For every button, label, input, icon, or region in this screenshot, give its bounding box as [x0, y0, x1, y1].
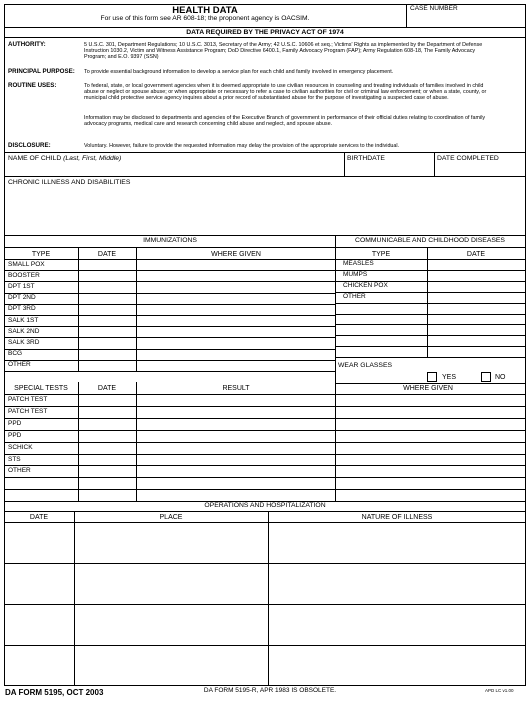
birthdate-field[interactable]: [345, 164, 433, 176]
operation-nature-field[interactable]: [269, 563, 525, 604]
special-test-result-field[interactable]: [137, 477, 334, 489]
special-test-result-field[interactable]: [137, 430, 334, 442]
imm-col-date: DATE: [97, 251, 117, 258]
special-test-result-field[interactable]: [137, 454, 334, 466]
special-test-result-field[interactable]: [137, 465, 334, 477]
special-test-result-field[interactable]: [137, 394, 334, 406]
special-test-result-field[interactable]: [137, 418, 334, 430]
operation-date-field[interactable]: [5, 563, 73, 604]
special-test-date-field[interactable]: [79, 465, 135, 477]
special-test-date-field[interactable]: [79, 442, 135, 454]
special-test-date-field[interactable]: [79, 430, 135, 442]
immunization-where-given-field[interactable]: [137, 360, 334, 371]
immunization-date-field[interactable]: [79, 270, 135, 281]
chronic-illness-label: CHRONIC ILLNESS AND DISABILITIES: [8, 179, 131, 186]
special-test-where-given-field[interactable]: [336, 430, 525, 442]
authority-label: AUTHORITY:: [8, 41, 46, 48]
operation-nature-field[interactable]: [269, 522, 525, 563]
immunization-type: BCG: [8, 350, 23, 358]
st-col-special-tests: SPECIAL TESTS: [14, 385, 68, 392]
immunization-type: OTHER: [8, 361, 31, 369]
special-test-date-field[interactable]: [79, 477, 135, 489]
obsolete-notice: DA FORM 5195-R, APR 1983 IS OBSOLETE.: [203, 687, 337, 694]
immunization-type: DPT 3RD: [8, 305, 36, 313]
wear-glasses-no-checkbox[interactable]: [481, 372, 491, 382]
special-test-where-given-field[interactable]: [336, 418, 525, 430]
form-id: DA FORM 5195, OCT 2003: [5, 688, 104, 697]
cd-col-type: TYPE: [371, 251, 391, 258]
special-test-where-given-field[interactable]: [336, 489, 525, 501]
immunization-where-given-field[interactable]: [137, 315, 334, 326]
disease-date-field[interactable]: [428, 281, 525, 292]
operation-place-field[interactable]: [75, 604, 267, 645]
immunization-date-field[interactable]: [79, 259, 135, 270]
disease-date-field[interactable]: [428, 259, 525, 270]
immunization-date-field[interactable]: [79, 337, 135, 348]
wear-glasses-yes-label: YES: [442, 374, 457, 381]
case-number-label: CASE NUMBER: [410, 5, 458, 12]
operation-date-field[interactable]: [5, 645, 73, 686]
special-test-date-field[interactable]: [79, 406, 135, 418]
immunization-where-given-field[interactable]: [137, 349, 334, 360]
cd-col-date: DATE: [466, 251, 486, 258]
chronic-illness-field[interactable]: [5, 189, 525, 234]
immunization-where-given-field[interactable]: [137, 326, 334, 337]
special-test-date-field[interactable]: [79, 418, 135, 430]
immunization-type: DPT 2ND: [8, 294, 36, 302]
version-label: APD LC v1.00: [485, 688, 514, 693]
communicable-diseases-title: COMMUNICABLE AND CHILDHOOD DISEASES: [355, 237, 505, 244]
form-title: HEALTH DATA: [172, 5, 238, 16]
special-test-result-field[interactable]: [137, 406, 334, 418]
special-test-type: SCHICK: [8, 443, 33, 451]
operation-date-field[interactable]: [5, 604, 73, 645]
routine-uses-text-1: To federal, state, or local government agencies when it is deemed appropriate to use civilian resources in counseling and treating individuals of families involved in child abuse or neglect or spouse abuse; or when appropriate or necessary to refer a case to civilian authorities for civil or criminal law enforcement; or when a state, county, or municipal child protective service agency inquires about a prior record of substantiated abuse for the purpose of investigating a suspected case of abuse.: [84, 82, 487, 102]
disease-date-field[interactable]: [428, 314, 525, 325]
date-completed-label: DATE COMPLETED: [437, 155, 499, 162]
immunization-type: SMALL POX: [8, 260, 45, 268]
operations-title: OPERATIONS AND HOSPITALIZATION: [204, 501, 326, 509]
special-test-result-field[interactable]: [137, 442, 334, 454]
routine-uses-text-2: Information may be disclosed to departments and agencies of the Executive Branch of government in performance of their official duties relating to coordination of family advocacy programs, medical care and research concerning child abuse and neglect, and spouse abuse.: [84, 115, 486, 128]
special-test-where-given-field[interactable]: [336, 406, 525, 418]
immunization-type: SALK 3RD: [8, 338, 40, 346]
st-col-where-given: WHERE GIVEN: [403, 385, 453, 392]
disease-date-field[interactable]: [428, 335, 525, 346]
birthdate-label: BIRTHDATE: [347, 155, 385, 162]
disease-date-field[interactable]: [428, 270, 525, 281]
special-test-date-field[interactable]: [79, 394, 135, 406]
immunization-date-field[interactable]: [79, 360, 135, 371]
immunization-date-field[interactable]: [79, 281, 135, 292]
op-col-place: PLACE: [159, 514, 183, 521]
special-test-date-field[interactable]: [79, 489, 135, 501]
operation-place-field[interactable]: [75, 522, 267, 563]
disease-type: MUMPS: [343, 271, 368, 279]
immunization-type: SALK 1ST: [8, 316, 39, 324]
date-completed-field[interactable]: [435, 164, 525, 176]
immunization-type: SALK 2ND: [8, 327, 40, 335]
immunization-type: BOOSTER: [8, 271, 40, 279]
immunization-date-field[interactable]: [79, 315, 135, 326]
special-test-type: PATCH TEST: [8, 396, 48, 403]
immunization-date-field[interactable]: [79, 326, 135, 337]
immunization-type: DPT 1ST: [8, 282, 35, 290]
disease-type: CHICKEN POX: [343, 282, 388, 290]
disease-date-field[interactable]: [428, 346, 525, 357]
immunizations-title: IMMUNIZATIONS: [143, 237, 197, 244]
special-test-where-given-field[interactable]: [336, 477, 525, 489]
immunization-where-given-field[interactable]: [137, 304, 334, 315]
case-number-field[interactable]: [407, 14, 525, 27]
wear-glasses-no-label: NO: [495, 374, 506, 381]
disease-type: OTHER: [343, 293, 366, 300]
principal-purpose-label: PRINCIPAL PURPOSE:: [8, 68, 75, 75]
immunization-where-given-field[interactable]: [137, 281, 334, 292]
disclosure-label: DISCLOSURE:: [8, 142, 51, 149]
op-col-nature-of-illness: NATURE OF ILLNESS: [361, 514, 433, 521]
form-subtitle: For use of this form see AR 608-18; the proponent agency is OACSIM.: [100, 15, 310, 22]
name-of-child-hint: (Last, First, Middle): [63, 155, 122, 162]
authority-text: 5 U.S.C. 301, Department Regulations; 10 U.S.C. 3013, Secretary of the Army; 42 U.S.C. 10606 et seq.; Victims' Rights as implemented by the Department of Defense Instruction 1030.2, Victim and Witness Assistance Program; DoD Directive 6400.1, Family Advocacy Program (FAP); Army Regulation 608-18, The Family Advocacy Program; and E.O. 9397 (SSN): [84, 41, 483, 61]
privacy-act-title: DATA REQUIRED BY THE PRIVACY ACT OF 1974: [186, 28, 344, 36]
st-col-date: DATE: [97, 385, 117, 392]
special-test-where-given-field[interactable]: [336, 442, 525, 454]
disclosure-text: Voluntary. However, failure to provide the requested information may delay the provision of the appropriate services to the individual.: [84, 142, 400, 149]
special-test-date-field[interactable]: [79, 454, 135, 466]
op-col-date: DATE: [29, 514, 49, 521]
immunization-where-given-field[interactable]: [137, 270, 334, 281]
operation-place-field[interactable]: [75, 563, 267, 604]
special-test-type: PPD: [8, 419, 22, 427]
disease-date-field[interactable]: [428, 324, 525, 335]
immunization-where-given-field[interactable]: [137, 337, 334, 348]
special-test-type: STS: [8, 455, 21, 463]
imm-col-where-given: WHERE GIVEN: [211, 251, 261, 258]
wear-glasses-label: WEAR GLASSES: [338, 362, 393, 369]
special-test-type: PATCH TEST: [8, 407, 48, 415]
operation-nature-field[interactable]: [269, 645, 525, 686]
immunization-date-field[interactable]: [79, 304, 135, 315]
special-test-result-field[interactable]: [137, 489, 334, 501]
special-test-where-given-field[interactable]: [336, 394, 525, 406]
routine-uses-label: ROUTINE USES:: [8, 82, 57, 89]
wear-glasses-yes-checkbox[interactable]: [427, 372, 437, 382]
disease-date-field[interactable]: [428, 303, 525, 314]
disease-type: MEASLES: [343, 260, 374, 268]
name-of-child-field[interactable]: [5, 164, 343, 176]
name-of-child-label: NAME OF CHILD (Last, First, Middle): [8, 155, 122, 162]
principal-purpose-text: To provide essential background information to develop a service plan for each child and family involved in emergency placement.: [84, 68, 394, 75]
immunization-date-field[interactable]: [79, 293, 135, 304]
operation-place-field[interactable]: [75, 645, 267, 686]
special-test-type: OTHER: [8, 467, 31, 475]
imm-col-type: TYPE: [31, 251, 51, 258]
disease-date-field[interactable]: [428, 292, 525, 303]
operation-nature-field[interactable]: [269, 604, 525, 645]
immunization-date-field[interactable]: [79, 349, 135, 360]
special-test-where-given-field[interactable]: [336, 454, 525, 466]
special-test-type: PPD: [8, 431, 22, 439]
immunization-where-given-field[interactable]: [137, 293, 334, 304]
operation-date-field[interactable]: [5, 522, 73, 563]
immunization-where-given-field[interactable]: [137, 259, 334, 270]
st-col-result: RESULT: [222, 385, 250, 392]
special-test-where-given-field[interactable]: [336, 465, 525, 477]
